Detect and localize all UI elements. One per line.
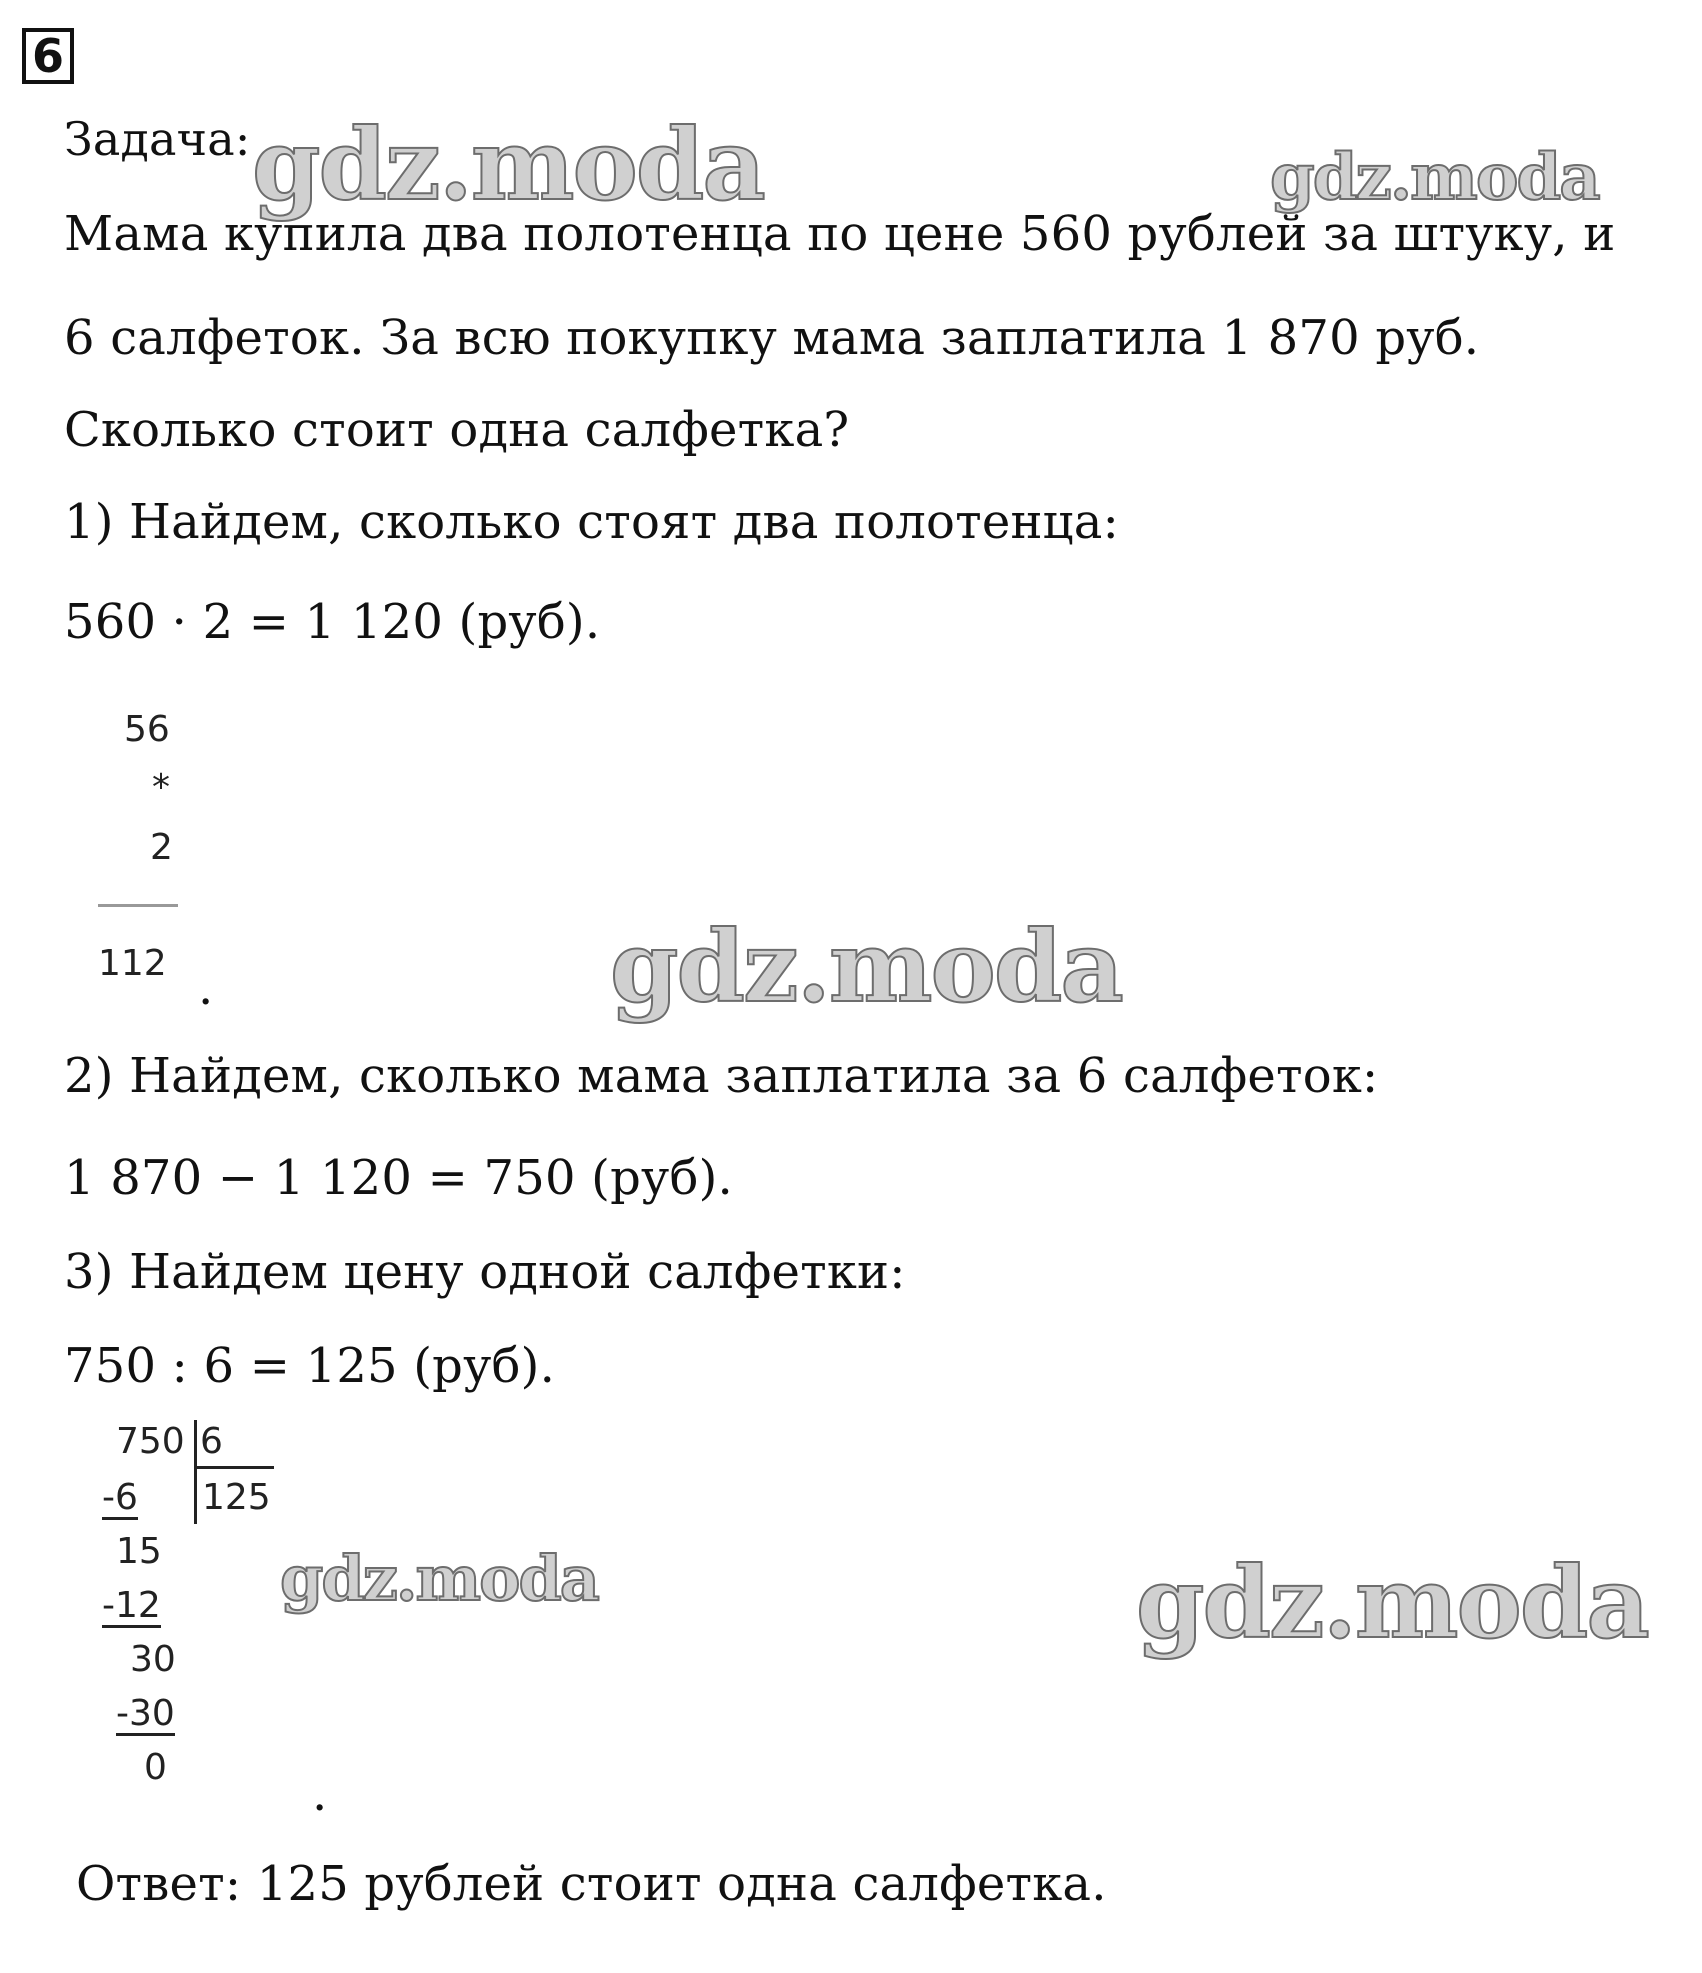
- step-2-title: 2) Найдем, сколько мама заплатила за 6 салфеток:: [64, 1048, 1379, 1104]
- division-subtract-1: -6: [102, 1477, 138, 1518]
- division-subtract-3: -30: [116, 1693, 175, 1734]
- watermark-logo: gdz.moda: [1270, 140, 1599, 215]
- task-number-box: 6: [22, 28, 74, 84]
- division-dot: .: [312, 1766, 328, 1822]
- mult-rule: [98, 904, 178, 907]
- watermark-logo: gdz.moda: [252, 108, 764, 223]
- step-1-title: 1) Найдем, сколько стоят два полотенца:: [64, 494, 1119, 550]
- mult-result: 112: [98, 943, 167, 984]
- division-dividend: 750: [116, 1421, 185, 1462]
- division-vertical-line: [194, 1420, 197, 1524]
- watermark-logo: gdz.moda: [280, 1542, 598, 1615]
- division-remainder-1: 15: [116, 1531, 162, 1572]
- division-remainder-3: 0: [144, 1747, 167, 1788]
- step-2-equation: 1 870 − 1 120 = 750 (руб).: [64, 1150, 733, 1206]
- mult-operator: *: [152, 767, 170, 808]
- mult-dot: .: [198, 960, 214, 1016]
- watermark-logo: gdz.moda: [1136, 1546, 1648, 1661]
- step-3-title: 3) Найдем цену одной салфетки:: [64, 1244, 906, 1300]
- division-subtract-2: -12: [102, 1585, 161, 1626]
- division-divisor: 6: [200, 1421, 223, 1462]
- problem-line-1: Мама купила два полотенца по цене 560 рублей за штуку, и: [64, 206, 1616, 262]
- mult-bottom-number: 2: [150, 827, 173, 868]
- problem-question: Сколько стоит одна салфетка?: [64, 402, 850, 458]
- watermark-logo: gdz.moda: [610, 910, 1122, 1025]
- answer-text: Ответ: 125 рублей стоит одна салфетка.: [76, 1856, 1107, 1912]
- division-horizontal-line: [194, 1466, 274, 1469]
- step-3-equation: 750 : 6 = 125 (руб).: [64, 1338, 556, 1394]
- mult-top-number: 56: [124, 709, 170, 750]
- division-remainder-2: 30: [130, 1639, 176, 1680]
- division-quotient: 125: [202, 1477, 271, 1518]
- step-1-equation: 560 · 2 = 1 120 (руб).: [64, 594, 601, 650]
- problem-label: Задача:: [64, 112, 251, 166]
- problem-line-2: 6 салфеток. За всю покупку мама заплатила 1 870 руб.: [64, 310, 1480, 366]
